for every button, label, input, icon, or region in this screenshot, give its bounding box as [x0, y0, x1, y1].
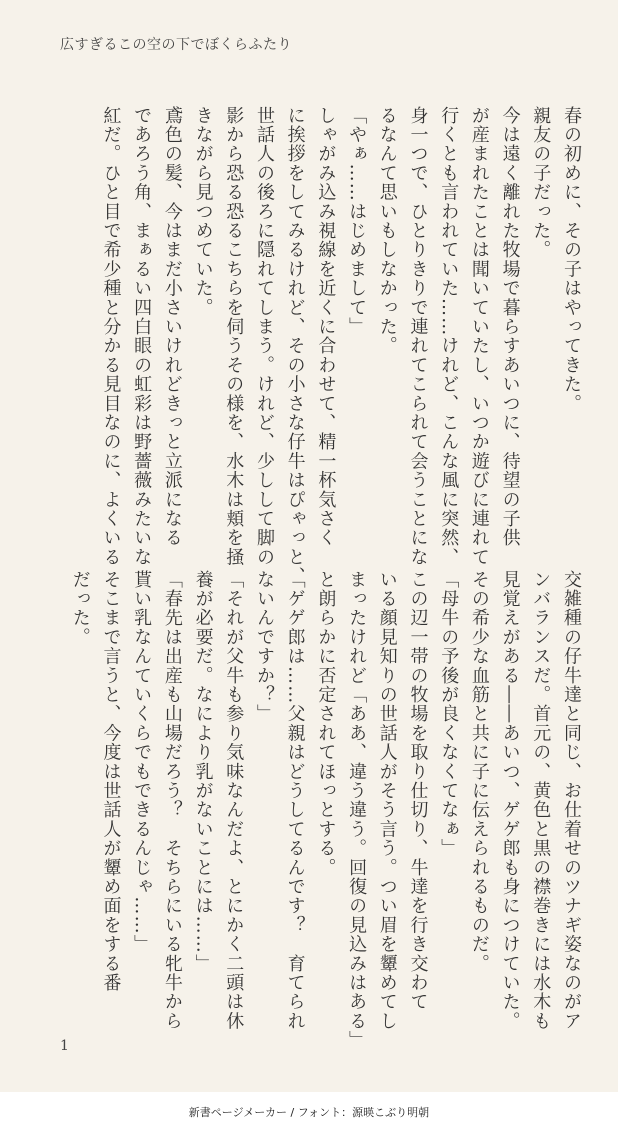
text-line: 世話人の後ろに隠れてしまう。けれど、少しして脚の	[253, 106, 275, 567]
text-line: であろう角、まぁるい四白眼の虹彩は野薔薇みたいな	[131, 106, 153, 567]
text-block-lower	[26, 570, 586, 1050]
text-line: この辺一帯の牧場を取り仕切り、牛達を行き交わて	[407, 570, 429, 1012]
text-line: 「春先は出産も山場だろう？ そちらにいる牝牛から	[161, 570, 183, 1031]
text-line: 見覚えがある――あいつ、ゲゲ郎も身につけていた。	[499, 570, 521, 1031]
text-line: 鳶色の髪、今はまだ小さいけれどきっと立派になる	[161, 106, 183, 548]
footer-credit: 新書ページメーカー / フォント：源暎こぶり明朝	[0, 1092, 618, 1132]
text-line: 身一つで、ひとりきりで連れてこられて会うことにな	[407, 106, 429, 567]
text-line: 今は遠く離れた牧場で暮らすあいつに、待望の子供	[499, 106, 521, 548]
text-line: その希少な血筋と共に子に伝えられるものだ。	[468, 570, 490, 974]
text-line: 春の初めに、その子はやってきた。	[561, 106, 582, 414]
text-line: 「やぁ……はじめまして」	[346, 106, 368, 337]
book-title: 広すぎるこの空の下でぼくらふたり	[60, 37, 292, 53]
text-line: ないんですか？」	[253, 570, 275, 724]
text-line: に挨拶をしてみるけれど、その小さな仔牛はぴゃっと、	[284, 106, 306, 586]
text-line: いる顔見知りの世話人がそう言う。つい眉を顰めてし	[376, 570, 398, 1031]
text-line: 「母牛の予後が良くなくてなぁ」	[438, 570, 460, 858]
page-number: 1	[60, 1038, 69, 1054]
text-line: 影から恐る恐るこちらを伺うその様を、水木は頬を掻	[223, 106, 245, 567]
text-line: 交雑種の仔牛達と同じ、お仕着せのツナギ姿なのがア	[561, 570, 582, 1031]
text-line: 紅だ。ひと目で希少種と分かる見目なのに、よくいる	[100, 106, 122, 567]
text-line: 行くとも言われていた……けれど、こんな風に突然、	[438, 106, 460, 567]
text-line: 「それが父牛も参り気味なんだよ、とにかく二頭は休	[223, 570, 245, 1031]
text-line: そこまで言うと、今度は世話人が顰め面をする番	[100, 570, 122, 993]
text-line: しゃがみ込み視線を近くに合わせて、精一杯気さく	[315, 106, 337, 548]
text-line: が産まれたことは聞いていたし、いつか遊びに連れて	[468, 106, 490, 567]
text-line: 養が必要だ。なにより乳がないことには……」	[192, 570, 214, 974]
text-line: ンバランスだ。首元の、黄色と黒の襟巻きには水木も	[530, 570, 552, 1031]
text-line: まったけれど「ああ、違う違う。回復の見込みはある」	[346, 570, 368, 1050]
text-line: るなんて思いもしなかった。	[376, 106, 398, 356]
text-line: 親友の子だった。	[530, 106, 552, 260]
text-block-upper	[26, 106, 586, 586]
text-line: と朗らかに否定されてほっとする。	[315, 570, 337, 878]
text-line: 「ゲゲ郎は……父親はどうしてるんです？ 育てられ	[284, 570, 306, 1031]
text-line: 貰い乳なんていくらでもできるんじゃ……」	[131, 570, 153, 954]
text-line: だった。	[69, 570, 91, 647]
text-line: きながら見つめていた。	[192, 106, 214, 318]
